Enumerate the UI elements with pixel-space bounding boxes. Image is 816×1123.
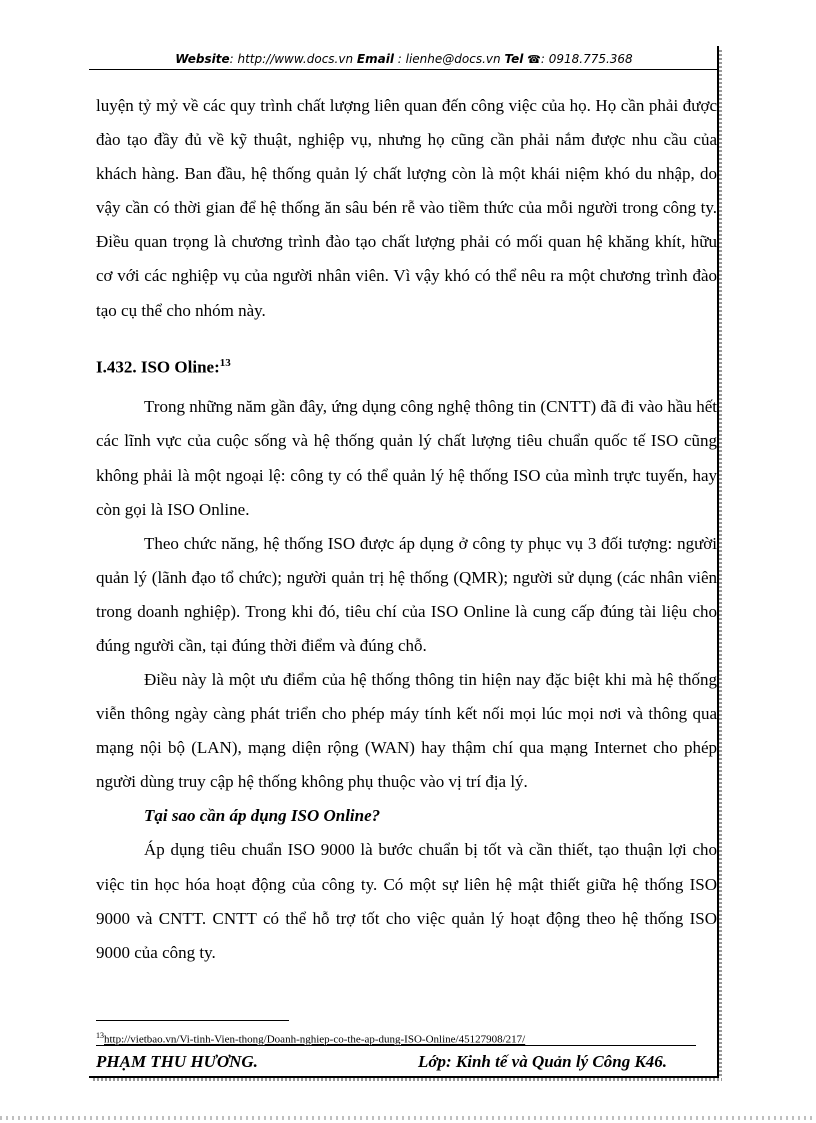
footer-class: Lớp: Kinh tế và Quản lý Công K46. (418, 1052, 668, 1071)
page-shadow-right (719, 50, 722, 1080)
paragraph-5: Áp dụng tiêu chuẩn ISO 9000 là bước chuẩn bị tốt và cần thiết, tạo thuận lợi cho việc tin học hóa hoạt động của công ty. Có một sự liên hệ mật thiết giữa hệ thống ISO 9000 và CNTT. CNTT có thể hỗ trợ tốt cho việc quản lý hoạt động theo hệ thống ISO 9000 của công ty. (96, 840, 717, 962)
section-heading (96, 346, 717, 385)
tel-label: Tel (504, 52, 524, 66)
document-body (96, 89, 717, 970)
footnote-link[interactable]: http://vietbao.vn/Vi-tinh-Vien-thong/Doanh-nghiep-co-the-ap-dung-ISO-Online/45127908/217/ (104, 1033, 526, 1046)
footer-rule (96, 1045, 696, 1046)
section-heading-text: I.432. ISO Oline: (96, 357, 220, 377)
paragraph-2: Trong những năm gần đây, ứng dụng công nghệ thông tin (CNTT) đã đi vào hầu hết các lĩnh vực của cuộc sống và hệ thống quản lý chất lượng tiêu chuẩn quốc tế ISO cũng không phải là một ngoại lệ: công ty có thể quản lý hệ thống ISO của mình trực tuyến, hay còn gọi là ISO Online. (96, 397, 717, 519)
page-shadow-bottom (93, 1078, 722, 1081)
website-label: Website (175, 52, 230, 66)
footnote (96, 1031, 525, 1046)
website-value: : http://www.docs.vn (229, 52, 354, 66)
paragraph-4: Điều này là một ưu điểm của hệ thống thông tin hiện nay đặc biệt khi mà hệ thống viễn thông ngày càng phát triển cho phép máy tính kết nối mọi lúc mọi nơi và thông qua mạng nội bộ (LAN), mạng diện rộng (WAN) hay thậm chí qua mạng Internet cho phép người dùng truy cập hệ thống không phụ thuộc vào vị trí địa lý. (96, 670, 717, 792)
footnote-reference: 13 (219, 356, 231, 369)
subheading: Tại sao cần áp dụng ISO Online? (144, 806, 381, 826)
page-header (89, 49, 719, 70)
paragraph-1: luyện tỷ mỷ về các quy trình chất lượng liên quan đến công việc của họ. Họ cần phải được đào tạo đầy đủ về kỹ thuật, nghiệp vụ, nhưng họ cũng cần phải nắm được nhu cầu của khách hàng. Ban đầu, hệ thống quản lý chất lượng còn là một khái niệm khó du nhập, do vậy cần có thời gian để hệ thống ăn sâu bén rễ vào tiềm thức của mỗi người trong công ty. Điều quan trọng là chương trình đào tạo chất lượng phải có mối quan hệ khăng khít, hữu cơ với các nghiệp vụ của người nhân viên. Vì vậy khó có thể nêu ra một chương trình đào tạo cụ thể cho nhóm này. (96, 96, 717, 320)
email-value: : lienhe@docs.vn (397, 52, 501, 66)
paragraph-3: Theo chức năng, hệ thống ISO được áp dụng ở công ty phục vụ 3 đối tượng: người quản lý (lãnh đạo tổ chức); người quản trị hệ thống (QMR); người sử dụng (các nhân viên trong doanh nghiệp). Trong khi đó, tiêu chí của ISO Online là cung cấp đúng tài liệu cho đúng người cần, tại đúng thời điểm và đúng chỗ. (96, 533, 717, 655)
footnote-separator (96, 1020, 289, 1021)
telephone-icon: ☎ (527, 53, 541, 66)
tel-value: : 0918.775.368 (540, 52, 633, 66)
footer-author: PHẠM THU HƯƠNG. (96, 1052, 258, 1071)
email-label: Email (356, 52, 394, 66)
bottom-dotted-border (0, 1116, 816, 1120)
footnote-number: 13 (96, 1031, 104, 1040)
